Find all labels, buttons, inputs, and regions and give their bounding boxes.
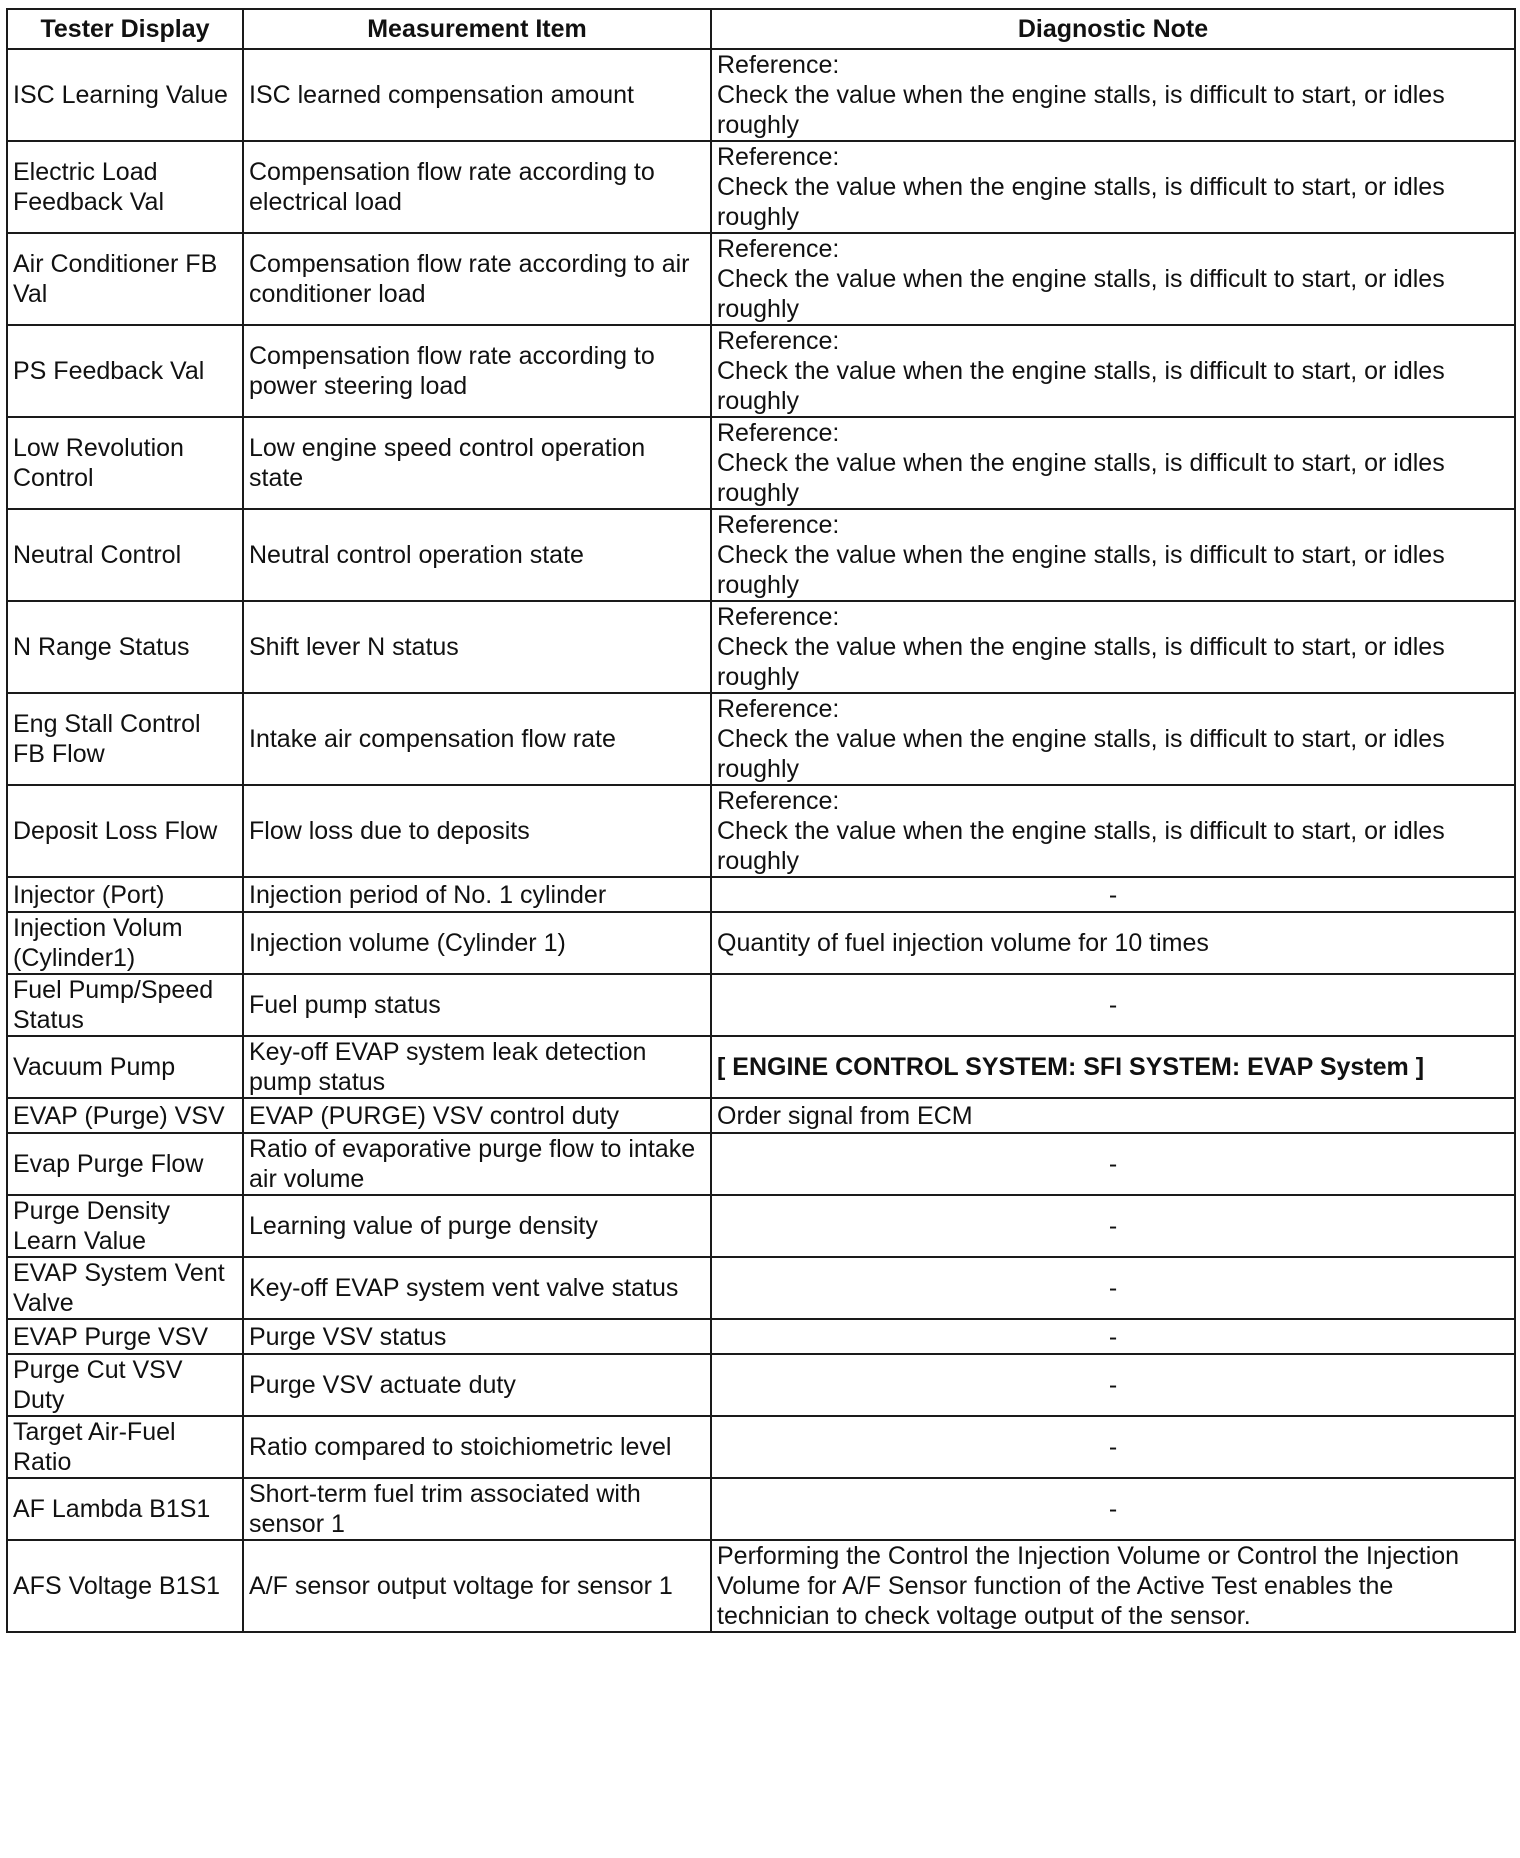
cell-diagnostic-note: Reference: Check the value when the engine stalls, is difficult to start, or idles roughly xyxy=(711,49,1515,141)
cell-measurement-item: Fuel pump status xyxy=(243,974,711,1036)
cell-diagnostic-note: - xyxy=(711,1133,1515,1195)
cell-measurement-item: Shift lever N status xyxy=(243,601,711,693)
cell-measurement-item: Ratio compared to stoichiometric level xyxy=(243,1416,711,1478)
data-list-sheet xyxy=(6,8,1514,1633)
cell-measurement-item: ISC learned compensation amount xyxy=(243,49,711,141)
cell-tester-display: Target Air-Fuel Ratio xyxy=(7,1416,243,1478)
table-body xyxy=(7,49,1515,1632)
cell-tester-display: Vacuum Pump xyxy=(7,1036,243,1098)
cell-measurement-item: EVAP (PURGE) VSV control duty xyxy=(243,1098,711,1133)
cell-tester-display: Air Conditioner FB Val xyxy=(7,233,243,325)
cell-tester-display: Injection Volum (Cylinder1) xyxy=(7,912,243,974)
cell-measurement-item: Injection period of No. 1 cylinder xyxy=(243,877,711,912)
cell-tester-display: Purge Density Learn Value xyxy=(7,1195,243,1257)
table-row xyxy=(7,509,1515,601)
cell-diagnostic-note: - xyxy=(711,1257,1515,1319)
table-row xyxy=(7,1319,1515,1354)
cell-measurement-item: Compensation flow rate according to power steering load xyxy=(243,325,711,417)
cell-diagnostic-note: Reference: Check the value when the engine stalls, is difficult to start, or idles roughly xyxy=(711,141,1515,233)
cell-tester-display: Fuel Pump/Speed Status xyxy=(7,974,243,1036)
table-row xyxy=(7,693,1515,785)
cell-tester-display: PS Feedback Val xyxy=(7,325,243,417)
cell-tester-display: Neutral Control xyxy=(7,509,243,601)
header-measurement-item: Measurement Item xyxy=(243,9,711,49)
cell-measurement-item: Intake air compensation flow rate xyxy=(243,693,711,785)
cell-diagnostic-note: - xyxy=(711,1416,1515,1478)
cell-measurement-item: A/F sensor output voltage for sensor 1 xyxy=(243,1540,711,1632)
table-row xyxy=(7,1478,1515,1540)
cell-diagnostic-note: - xyxy=(711,1354,1515,1416)
cell-tester-display: EVAP System Vent Valve xyxy=(7,1257,243,1319)
cell-diagnostic-note: Reference: Check the value when the engine stalls, is difficult to start, or idles roughly xyxy=(711,417,1515,509)
cell-measurement-item: Injection volume (Cylinder 1) xyxy=(243,912,711,974)
cell-diagnostic-note: Reference: Check the value when the engine stalls, is difficult to start, or idles roughly xyxy=(711,785,1515,877)
table-row xyxy=(7,785,1515,877)
table-row xyxy=(7,974,1515,1036)
table-row xyxy=(7,1098,1515,1133)
header-diagnostic-note: Diagnostic Note xyxy=(711,9,1515,49)
table-row xyxy=(7,1416,1515,1478)
table-row xyxy=(7,141,1515,233)
table-row xyxy=(7,1540,1515,1632)
header-tester-display: Tester Display xyxy=(7,9,243,49)
cell-measurement-item: Compensation flow rate according to air conditioner load xyxy=(243,233,711,325)
cell-tester-display: N Range Status xyxy=(7,601,243,693)
cell-measurement-item: Ratio of evaporative purge flow to intake air volume xyxy=(243,1133,711,1195)
cell-tester-display: Purge Cut VSV Duty xyxy=(7,1354,243,1416)
table-row xyxy=(7,233,1515,325)
cell-diagnostic-note: Performing the Control the Injection Volume or Control the Injection Volume for A/F Sensor function of the Active Test enables the technician to check voltage output of the sensor. xyxy=(711,1540,1515,1632)
cell-measurement-item: Neutral control operation state xyxy=(243,509,711,601)
cell-tester-display: ISC Learning Value xyxy=(7,49,243,141)
cell-diagnostic-note: Reference: Check the value when the engine stalls, is difficult to start, or idles roughly xyxy=(711,509,1515,601)
cell-measurement-item: Key-off EVAP system vent valve status xyxy=(243,1257,711,1319)
cell-diagnostic-note: - xyxy=(711,1478,1515,1540)
cell-measurement-item: Purge VSV status xyxy=(243,1319,711,1354)
header-row xyxy=(7,9,1515,49)
cell-tester-display: Deposit Loss Flow xyxy=(7,785,243,877)
table-row xyxy=(7,49,1515,141)
cell-tester-display: Eng Stall Control FB Flow xyxy=(7,693,243,785)
table-row xyxy=(7,1354,1515,1416)
cell-diagnostic-note: - xyxy=(711,1195,1515,1257)
cell-tester-display: Electric Load Feedback Val xyxy=(7,141,243,233)
table-row xyxy=(7,1195,1515,1257)
cell-tester-display: EVAP (Purge) VSV xyxy=(7,1098,243,1133)
cell-diagnostic-note: - xyxy=(711,1319,1515,1354)
cell-measurement-item: Learning value of purge density xyxy=(243,1195,711,1257)
cell-tester-display: EVAP Purge VSV xyxy=(7,1319,243,1354)
cell-tester-display: Injector (Port) xyxy=(7,877,243,912)
table-row xyxy=(7,1036,1515,1098)
cell-measurement-item: Short-term fuel trim associated with sensor 1 xyxy=(243,1478,711,1540)
cell-diagnostic-note: Reference: Check the value when the engine stalls, is difficult to start, or idles roughly xyxy=(711,325,1515,417)
cell-tester-display: Low Revolution Control xyxy=(7,417,243,509)
cell-tester-display: AF Lambda B1S1 xyxy=(7,1478,243,1540)
cell-tester-display: AFS Voltage B1S1 xyxy=(7,1540,243,1632)
cell-diagnostic-note: [ ENGINE CONTROL SYSTEM: SFI SYSTEM: EVAP System ] xyxy=(711,1036,1515,1098)
cell-tester-display: Evap Purge Flow xyxy=(7,1133,243,1195)
cell-diagnostic-note: Quantity of fuel injection volume for 10 times xyxy=(711,912,1515,974)
cell-diagnostic-note: Order signal from ECM xyxy=(711,1098,1515,1133)
data-list-table xyxy=(6,8,1516,1633)
cell-diagnostic-note: - xyxy=(711,877,1515,912)
cell-diagnostic-note: Reference: Check the value when the engine stalls, is difficult to start, or idles roughly xyxy=(711,233,1515,325)
table-row xyxy=(7,912,1515,974)
cell-measurement-item: Key-off EVAP system leak detection pump status xyxy=(243,1036,711,1098)
table-row xyxy=(7,877,1515,912)
cell-measurement-item: Low engine speed control operation state xyxy=(243,417,711,509)
table-header xyxy=(7,9,1515,49)
cell-diagnostic-note: Reference: Check the value when the engine stalls, is difficult to start, or idles roughly xyxy=(711,601,1515,693)
cell-measurement-item: Flow loss due to deposits xyxy=(243,785,711,877)
cell-diagnostic-note: - xyxy=(711,974,1515,1036)
table-row xyxy=(7,1133,1515,1195)
table-row xyxy=(7,325,1515,417)
table-row xyxy=(7,1257,1515,1319)
table-row xyxy=(7,417,1515,509)
cell-measurement-item: Compensation flow rate according to electrical load xyxy=(243,141,711,233)
cell-measurement-item: Purge VSV actuate duty xyxy=(243,1354,711,1416)
cell-diagnostic-note: Reference: Check the value when the engine stalls, is difficult to start, or idles roughly xyxy=(711,693,1515,785)
table-row xyxy=(7,601,1515,693)
